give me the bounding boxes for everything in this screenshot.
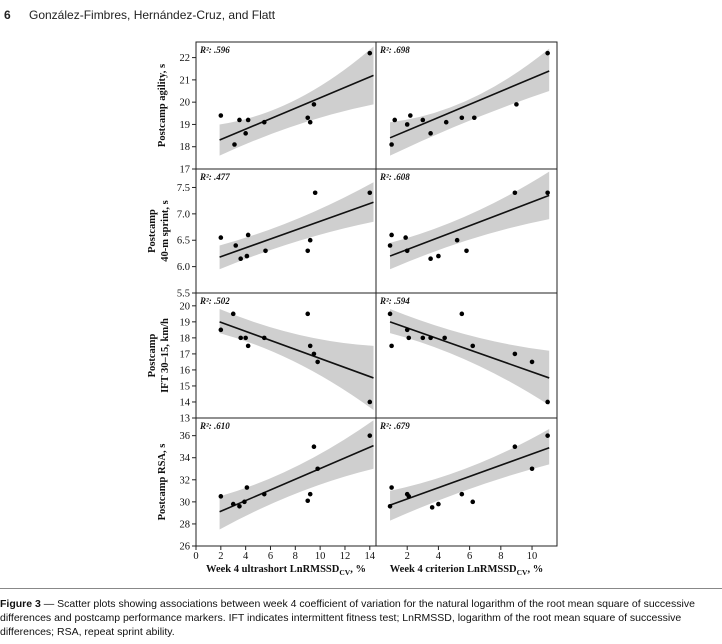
data-point [442, 336, 447, 341]
x-axis-label [390, 564, 543, 577]
data-point [219, 113, 224, 118]
data-point [219, 235, 224, 240]
data-point [246, 344, 251, 349]
scatter-panel-r1-c1 [376, 169, 557, 293]
confidence-band [220, 46, 374, 155]
x-tick-label: 8 [498, 551, 504, 562]
confidence-band [220, 182, 374, 269]
x-axis-label-unit: , % [527, 564, 544, 575]
r-squared-label: R²: .610 [200, 421, 230, 431]
x-tick-label: 0 [193, 551, 199, 562]
data-point [389, 142, 394, 147]
x-tick-label: 4 [243, 551, 249, 562]
data-point [470, 344, 475, 349]
scatter-panel-r2-c1 [376, 293, 557, 418]
y-tick-label: 13 [179, 413, 190, 425]
x-axis-label-main: Week 4 ultrashort LnRMSSD [206, 564, 340, 575]
y-tick-label: 26 [179, 541, 190, 553]
page-number: 6 [4, 8, 11, 22]
data-point [242, 500, 247, 505]
data-point [464, 248, 469, 253]
x-axis-label-main: Week 4 criterion LnRMSSD [389, 564, 517, 575]
figure-caption-text: — Scatter plots showing associations between week 4 coefficient of variation for the natural logarithm of the root mean square of successive differences and postcamp performance markers. IFT indicates intermittent fitness test; LnRMSSD, logarithm of the root mean square of successive differences; RSA, repeat sprint ability. [0, 598, 695, 638]
data-point [262, 492, 267, 497]
data-point [246, 233, 251, 238]
y-axis-label: Postcamp RSA, s [157, 443, 168, 521]
figure-caption-label: Figure 3 [0, 598, 41, 610]
r-squared-label: R²: .698 [380, 45, 410, 55]
y-tick-label: 7.0 [176, 209, 190, 221]
confidence-band [390, 429, 549, 521]
y-tick-label: 15 [179, 381, 190, 393]
data-point [367, 400, 372, 405]
y-tick-label: 28 [179, 519, 190, 531]
data-point [405, 248, 410, 253]
data-point [530, 360, 535, 365]
data-point [238, 336, 243, 341]
data-point [243, 131, 248, 136]
data-point [545, 400, 550, 405]
data-point [237, 504, 242, 509]
data-point [243, 336, 248, 341]
regression-line [390, 195, 549, 256]
y-tick-label: 17 [179, 349, 190, 361]
r-squared-label: R²: .594 [380, 296, 410, 306]
x-tick-label: 6 [466, 551, 473, 562]
caption-divider [0, 588, 722, 589]
data-point [233, 243, 238, 248]
data-point [315, 466, 320, 471]
data-point [388, 243, 393, 248]
data-point [308, 344, 313, 349]
y-tick-label: 18 [179, 142, 190, 154]
confidence-band [390, 172, 549, 270]
data-point [308, 492, 313, 497]
confidence-band [220, 420, 374, 529]
y-tick-label: 14 [179, 397, 190, 409]
y-axis-row-1 [147, 183, 196, 300]
data-point [403, 235, 408, 240]
data-point [389, 233, 394, 238]
data-point [305, 115, 310, 120]
y-axis-row-2 [147, 301, 196, 424]
regression-line [390, 71, 549, 138]
data-point [436, 254, 441, 259]
data-point [472, 115, 477, 120]
r-squared-label: R²: .477 [200, 172, 230, 182]
data-point [405, 122, 410, 127]
y-tick-label: 20 [179, 97, 190, 109]
y-tick-label: 7.5 [176, 182, 190, 194]
y-tick-label: 34 [179, 453, 190, 465]
regression-line [390, 448, 549, 505]
y-tick-label: 17 [179, 164, 190, 176]
data-point [305, 498, 310, 503]
y-tick-label: 16 [179, 365, 190, 377]
r-squared-label: R²: .596 [200, 45, 230, 55]
data-point [315, 360, 320, 365]
data-point [436, 502, 441, 507]
x-tick-label: 2 [218, 551, 224, 562]
data-point [455, 238, 460, 243]
r-squared-label: R²: .608 [380, 172, 410, 182]
data-point [408, 113, 413, 118]
y-axis-label: Postcamp [147, 209, 158, 253]
x-axis-col-1 [390, 546, 543, 577]
data-point [388, 312, 393, 317]
data-point [421, 336, 426, 341]
data-point [460, 312, 465, 317]
scatter-panel-r1-c0 [196, 169, 376, 293]
data-point [367, 51, 372, 56]
data-point [231, 312, 236, 317]
y-tick-label: 6.5 [176, 235, 190, 247]
y-axis-label: IFT 30–15, km/h [160, 318, 171, 393]
data-point [219, 494, 224, 499]
y-tick-label: 6.0 [176, 262, 190, 274]
scatter-panel-r0-c1 [376, 42, 557, 169]
x-axis-col-0 [193, 546, 375, 577]
y-tick-label: 21 [179, 75, 190, 87]
data-point [545, 51, 550, 56]
x-tick-label: 6 [267, 551, 274, 562]
x-tick-label: 8 [292, 551, 298, 562]
r-squared-label: R²: .502 [200, 296, 230, 306]
data-point [388, 504, 393, 509]
data-point [514, 102, 519, 107]
y-tick-label: 36 [179, 431, 190, 443]
data-point [312, 444, 317, 449]
data-point [245, 254, 250, 259]
confidence-band [390, 49, 549, 156]
scatter-panel-r0-c0 [196, 42, 376, 169]
data-point [460, 492, 465, 497]
data-point [428, 131, 433, 136]
y-tick-label: 22 [179, 53, 190, 65]
data-point [245, 485, 250, 490]
running-header-authors: González-Fimbres, Hernández-Cruz, and Flatt [29, 8, 276, 22]
y-axis-label: Postcamp agility, s [157, 63, 168, 148]
data-point [444, 120, 449, 125]
x-tick-label: 10 [526, 551, 538, 562]
data-point [263, 248, 268, 253]
data-point [308, 238, 313, 243]
data-point [389, 485, 394, 490]
y-tick-label: 5.5 [176, 288, 190, 300]
y-axis-row-3 [157, 431, 196, 552]
data-point [219, 328, 224, 333]
y-tick-label: 19 [179, 317, 190, 329]
scatter-panel-r3-c1 [376, 418, 557, 546]
y-tick-label: 19 [179, 119, 190, 131]
y-tick-label: 20 [179, 301, 190, 313]
y-axis-row-0 [157, 53, 196, 175]
data-point [231, 502, 236, 507]
data-point [530, 466, 535, 471]
data-point [545, 433, 550, 438]
x-axis-label-unit: , % [350, 564, 366, 575]
x-tick-label: 2 [404, 551, 410, 562]
data-point [428, 256, 433, 261]
data-point [238, 256, 243, 261]
data-point [367, 433, 372, 438]
y-axis-label: Postcamp [147, 333, 158, 378]
data-point [305, 248, 310, 253]
data-point [389, 344, 394, 349]
x-tick-label: 10 [314, 551, 326, 562]
y-tick-label: 32 [179, 475, 190, 487]
data-point [430, 505, 435, 510]
figure-caption [0, 597, 716, 639]
r-squared-label: R²: .679 [380, 421, 410, 431]
data-point [392, 118, 397, 123]
data-point [513, 352, 518, 357]
x-axis-label-subscript: CV [516, 568, 528, 577]
data-point [406, 336, 411, 341]
data-point [312, 352, 317, 357]
data-point [367, 190, 372, 195]
data-point [232, 142, 237, 147]
y-axis-label: 40-m sprint, s [160, 200, 171, 262]
data-point [305, 312, 310, 317]
data-point [513, 444, 518, 449]
data-point [237, 118, 242, 123]
x-axis-label-subscript: CV [339, 568, 351, 577]
x-tick-label: 14 [364, 551, 376, 562]
data-point [312, 102, 317, 107]
data-point [405, 328, 410, 333]
x-tick-label: 4 [435, 551, 442, 562]
x-axis-label [206, 564, 366, 577]
data-point [262, 120, 267, 125]
data-point [545, 190, 550, 195]
data-point [513, 190, 518, 195]
y-tick-label: 18 [179, 333, 190, 345]
data-point [406, 494, 411, 499]
scatter-panel-r2-c0 [196, 293, 376, 418]
data-point [421, 118, 426, 123]
confidence-band [390, 309, 549, 405]
data-point [262, 336, 267, 341]
data-point [428, 336, 433, 341]
regression-line [220, 202, 374, 257]
data-point [246, 118, 251, 123]
data-point [313, 190, 318, 195]
y-tick-label: 30 [179, 497, 190, 509]
confidence-band [220, 309, 374, 410]
x-tick-label: 12 [339, 551, 351, 562]
data-point [308, 120, 313, 125]
data-point [460, 115, 465, 120]
scatter-panel-r3-c0 [196, 418, 376, 546]
data-point [470, 500, 475, 505]
